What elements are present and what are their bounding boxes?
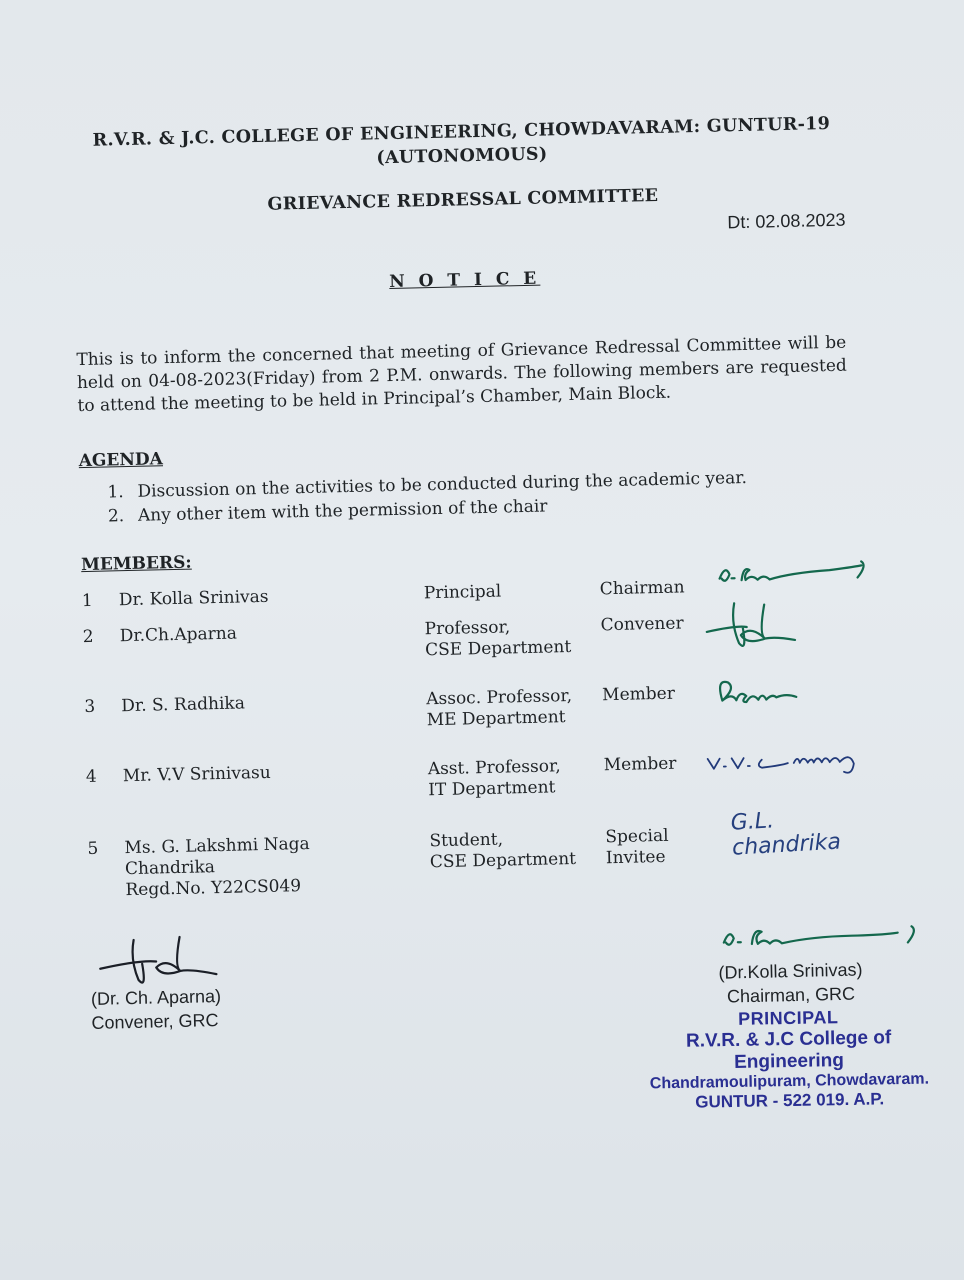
member-sno: 2	[82, 626, 94, 648]
stamp-line-4: GUNTUR - 522 019. A.P.	[695, 1089, 885, 1112]
chairman-footer-signature-icon	[715, 916, 926, 961]
chairman-name: (Dr.Kolla Srinivas)	[718, 959, 863, 983]
stamp-line-3: Chandramoulipuram, Chowdavaram.	[649, 1070, 930, 1093]
member-name: Dr. Kolla Srinivas	[118, 586, 269, 611]
chairman-title: Chairman, GRC	[726, 983, 856, 1007]
convener-title: Convener, GRC	[91, 1010, 219, 1033]
member-5-signature-icon: G.L. chandrika	[730, 808, 842, 861]
convener-signature-icon	[704, 597, 815, 659]
notice-date: Dt: 02.08.2023	[727, 209, 846, 233]
agenda-heading: AGENDA	[78, 449, 164, 472]
member-designation: Principal	[423, 581, 502, 604]
member-sno: 3	[84, 696, 96, 718]
member-role: Member	[603, 753, 677, 776]
member-name: Ms. G. Lakshmi Naga Chandrika Regd.No. Y22CS049	[124, 833, 310, 901]
member-sno: 5	[87, 838, 99, 860]
agenda-item-text: Discussion on the activities to be conducted during the academic year.	[137, 467, 748, 502]
convener-block	[91, 984, 222, 1035]
member-designation: Asst. Professor, IT Department	[427, 756, 561, 801]
agenda-item-text: Any other item with the permission of the chair	[137, 496, 548, 526]
college-name: R.V.R. & J.C. COLLEGE OF ENGINEERING, CHOWDAVARAM: GUNTUR-19	[92, 113, 831, 151]
chairman-signature-icon	[711, 553, 882, 597]
member-sno: 4	[85, 766, 97, 788]
notice-heading: N O T I C E	[389, 268, 541, 293]
member-designation: Professor, CSE Department	[424, 617, 572, 661]
member-designation: Student, CSE Department	[429, 829, 577, 873]
members-heading-text: MEMBERS	[80, 552, 186, 576]
member-name: Dr.Ch.Aparna	[119, 623, 238, 647]
committee-title: GRIEVANCE REDRESSAL COMMITTEE	[267, 185, 659, 215]
member-role: Convener	[600, 613, 684, 636]
member-role: Chairman	[599, 577, 685, 600]
notice-document	[71, 92, 863, 1033]
agenda-item-number: 2.	[107, 506, 125, 527]
member-name: Dr. S. Radhika	[121, 693, 246, 717]
agenda-item-number: 1.	[107, 482, 124, 503]
stamp-line-2: R.V.R. & J.C College of Engineering	[685, 1027, 892, 1073]
agenda-list	[107, 466, 748, 528]
convener-footer-signature-icon	[95, 932, 226, 991]
chairman-block	[700, 957, 881, 1009]
member-4-signature-icon	[703, 737, 894, 781]
notice-body: This is to inform the concerned that meeting of Grievance Redressal Committee will be held on 04-08-2023(Friday) from 2 P.M. onwards. The following members are requested to attend the meeting to be held in Principal’s Chamber, Main Block.	[76, 332, 848, 417]
principal-stamp	[633, 1005, 945, 1113]
member-role: Member	[601, 683, 676, 706]
members-heading: MEMBERS:	[80, 552, 192, 576]
member-name: Mr. V.V Srinivasu	[122, 762, 271, 787]
convener-name: (Dr. Ch. Aparna)	[90, 986, 222, 1009]
member-designation: Assoc. Professor, ME Department	[426, 685, 573, 731]
member-sno: 1	[81, 590, 93, 612]
member-3-signature-icon	[712, 670, 823, 712]
autonomous-status: (AUTONOMOUS)	[376, 144, 548, 169]
stamp-line-1: PRINCIPAL	[738, 1007, 839, 1029]
member-role: Special Invitee	[605, 825, 669, 869]
